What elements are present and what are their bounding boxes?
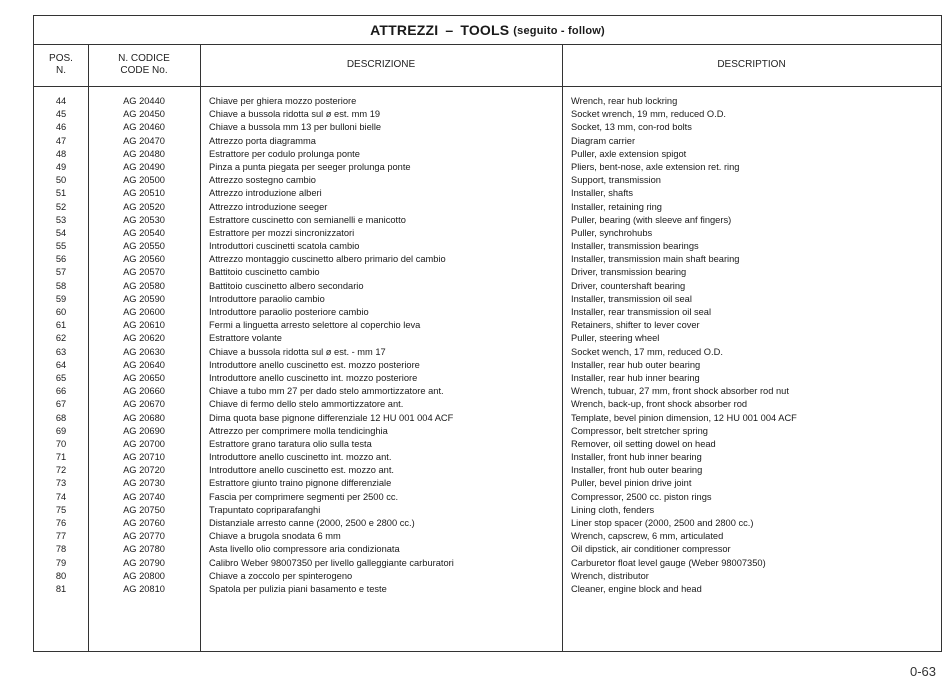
page-number: 0-63	[909, 664, 936, 679]
table-row	[34, 293, 941, 306]
cell-description: Carburetor float level gauge (Weber 98007350)	[571, 557, 766, 568]
cell-pos: 45	[55, 109, 67, 120]
table-row	[34, 240, 941, 253]
table-row	[34, 412, 941, 425]
cell-description: Driver, countershaft bearing	[571, 280, 686, 291]
table-row	[34, 187, 941, 200]
cell-pos: 57	[55, 267, 67, 278]
cell-description: Installer, rear transmission oil seal	[571, 307, 712, 317]
header-pos	[34, 44, 88, 86]
cell-description: Remover, oil setting dowel on head	[571, 438, 716, 449]
cell-code: AG 20810	[123, 583, 165, 594]
cell-description: Wrench, rear hub lockring	[571, 96, 678, 106]
table-row	[34, 543, 941, 556]
cell-descrizione: Introduttore paraolio posteriore cambio	[209, 307, 369, 317]
cell-code: AG 20780	[123, 544, 165, 555]
cell-description: Installer, retaining ring	[571, 201, 662, 212]
cell-pos: 62	[55, 333, 67, 344]
cell-code: AG 20460	[123, 122, 165, 133]
cell-descrizione: Estrattore volante	[209, 333, 282, 344]
cell-descrizione: Chiave a bussola ridotta sul ø est. mm 19	[209, 109, 381, 120]
table-row	[34, 135, 941, 148]
cell-description: Cleaner, engine block and head	[571, 583, 702, 594]
cell-description: Socket wrench, 19 mm, reduced O.D.	[571, 109, 727, 120]
cell-descrizione: Estrattore per mozzi sincronizzatori	[209, 227, 355, 238]
cell-descrizione: Introduttore anello cuscinetto int. mozzo posteriore	[209, 372, 418, 383]
cell-pos: 61	[55, 320, 67, 331]
table-row	[34, 451, 941, 464]
cell-code: AG 20650	[123, 372, 165, 383]
cell-pos: 50	[55, 175, 67, 186]
cell-code: AG 20580	[123, 280, 165, 291]
table-row	[34, 108, 941, 121]
header-description	[562, 44, 941, 86]
cell-code: AG 20590	[123, 293, 165, 304]
table-row	[34, 372, 941, 385]
cell-descrizione: Battitoio cuscinetto cambio	[209, 267, 320, 278]
cell-pos: 53	[55, 214, 67, 225]
cell-pos: 55	[55, 241, 67, 252]
cell-code: AG 20510	[123, 188, 165, 199]
table-row	[34, 214, 941, 227]
cell-pos: 56	[55, 254, 67, 265]
cell-pos: 70	[55, 438, 67, 449]
cell-code: AG 20470	[123, 135, 165, 146]
cell-pos: 71	[55, 452, 67, 463]
table-row	[34, 517, 941, 530]
cell-code: AG 20660	[123, 386, 165, 397]
cell-description: Liner stop spacer (2000, 2500 and 2800 cc.)	[571, 518, 754, 528]
cell-description: Pliers, bent-nose, axle extension ret. ring	[571, 161, 740, 172]
cell-code: AG 20560	[123, 254, 165, 265]
cell-pos: 49	[55, 161, 67, 172]
cell-code: AG 20710	[123, 452, 165, 463]
cell-descrizione: Attrezzo per comprimere molla tendicinghia	[209, 425, 388, 436]
cell-description: Puller, bevel pinion drive joint	[571, 478, 692, 489]
cell-description: Driver, transmission bearing	[571, 267, 687, 278]
cell-code: AG 20760	[123, 518, 165, 528]
cell-pos: 44	[55, 96, 67, 106]
cell-pos: 64	[55, 359, 67, 370]
table-row	[34, 121, 941, 134]
cell-descrizione: Attrezzo introduzione seeger	[209, 201, 328, 212]
cell-code: AG 20550	[123, 241, 165, 252]
header-description-label: DESCRIPTION	[717, 59, 786, 70]
cell-descrizione: Introduttore paraolio cambio	[209, 293, 325, 304]
cell-descrizione: Introduttori cuscinetti scatola cambio	[209, 241, 360, 252]
cell-code: AG 20600	[123, 307, 165, 317]
title-subtitle: (seguito - follow)	[513, 25, 605, 37]
table-row	[34, 161, 941, 174]
cell-code: AG 20640	[123, 359, 165, 370]
cell-code: AG 20450	[123, 109, 165, 120]
table-row	[34, 425, 941, 438]
cell-descrizione: Chiave a tubo mm 27 per dado stelo ammortizzatore ant.	[209, 386, 444, 397]
cell-code: AG 20520	[123, 201, 165, 212]
cell-descrizione: Estrattore grano taratura olio sulla testa	[209, 438, 372, 449]
cell-description: Installer, front hub outer bearing	[571, 465, 703, 476]
cell-descrizione: Calibro Weber 98007350 per livello galleggiante carburatori	[209, 557, 454, 568]
cell-description: Installer, transmission main shaft bearing	[571, 254, 740, 265]
cell-pos: 81	[55, 583, 67, 594]
cell-description: Puller, bearing (with sleeve anf fingers)	[571, 214, 732, 225]
cell-code: AG 20680	[123, 412, 165, 423]
table-row	[34, 95, 941, 108]
cell-descrizione: Introduttore anello cuscinetto int. mozzo ant.	[209, 452, 392, 463]
cell-descrizione: Fascia per comprimere segmenti per 2500 cc.	[209, 491, 399, 502]
cell-pos: 48	[55, 148, 67, 159]
header-code-line1: N. CODICE	[118, 53, 170, 64]
cell-pos: 73	[55, 478, 67, 489]
cell-code: AG 20720	[123, 465, 165, 476]
column-header-row	[34, 44, 941, 87]
cell-description: Socket wench, 17 mm, reduced O.D.	[571, 346, 723, 357]
cell-pos: 78	[55, 544, 67, 555]
cell-descrizione: Chiave a bussola mm 13 per bulloni bielle	[209, 122, 382, 133]
table-row	[34, 385, 941, 398]
table-row	[34, 174, 941, 187]
cell-description: Puller, steering wheel	[571, 333, 660, 344]
table-row	[34, 491, 941, 504]
table-row	[34, 266, 941, 279]
cell-descrizione: Attrezzo montaggio cuscinetto albero primario del cambio	[209, 254, 446, 265]
table-row	[34, 280, 941, 293]
cell-description: Installer, transmission bearings	[571, 241, 699, 252]
cell-descrizione: Estrattore per codulo prolunga ponte	[209, 148, 360, 159]
cell-pos: 59	[55, 293, 67, 304]
title-main-en: TOOLS	[460, 22, 510, 38]
cell-code: AG 20530	[123, 214, 165, 225]
cell-pos: 79	[55, 557, 67, 568]
cell-code: AG 20540	[123, 227, 165, 238]
cell-pos: 65	[55, 372, 67, 383]
cell-pos: 75	[55, 504, 67, 515]
table-row	[34, 504, 941, 517]
cell-pos: 72	[55, 465, 67, 476]
table-row	[34, 438, 941, 451]
cell-descrizione: Asta livello olio compressore aria condizionata	[209, 544, 400, 555]
table-row	[34, 557, 941, 570]
table-row	[34, 346, 941, 359]
cell-code: AG 20690	[123, 425, 165, 436]
cell-pos: 69	[55, 425, 67, 436]
table-row	[34, 398, 941, 411]
table-row	[34, 148, 941, 161]
cell-descrizione: Estrattore cuscinetto con semianelli e manicotto	[209, 214, 406, 225]
header-descrizione-label: DESCRIZIONE	[346, 59, 416, 70]
cell-code: AG 20570	[123, 267, 165, 278]
title-main: ATTREZZI	[370, 22, 439, 38]
cell-pos: 46	[55, 122, 67, 133]
cell-code: AG 20730	[123, 478, 165, 489]
cell-code: AG 20790	[123, 557, 165, 568]
cell-pos: 63	[55, 346, 67, 357]
table-body	[34, 95, 941, 596]
cell-code: AG 20800	[123, 570, 165, 581]
tools-table	[33, 15, 942, 652]
cell-descrizione: Chiave per ghiera mozzo posteriore	[209, 96, 357, 106]
cell-description: Wrench, back-up, front shock absorber rod	[571, 399, 748, 410]
cell-descrizione: Introduttore anello cuscinetto est. mozzo ant.	[209, 465, 395, 476]
cell-descrizione: Pinza a punta piegata per seeger prolunga ponte	[209, 161, 411, 172]
title-dash: –	[445, 22, 454, 38]
cell-pos: 51	[55, 188, 67, 199]
table-row	[34, 530, 941, 543]
cell-description: Installer, rear hub inner bearing	[571, 372, 700, 383]
table-row	[34, 359, 941, 372]
cell-descrizione: Attrezzo sostegno cambio	[209, 175, 316, 186]
cell-description: Retainers, shifter to lever cover	[571, 320, 700, 331]
cell-code: AG 20480	[123, 148, 165, 159]
cell-code: AG 20500	[123, 175, 165, 186]
cell-pos: 54	[55, 227, 67, 238]
cell-description: Support, transmission	[571, 175, 661, 186]
cell-pos: 60	[55, 307, 67, 317]
cell-pos: 47	[55, 135, 67, 146]
cell-descrizione: Estrattore giunto traino pignone differenziale	[209, 478, 392, 489]
cell-description: Installer, rear hub outer bearing	[571, 359, 701, 370]
cell-code: AG 20620	[123, 333, 165, 344]
table-row	[34, 306, 941, 319]
cell-code: AG 20740	[123, 491, 165, 502]
cell-description: Socket, 13 mm, con-rod bolts	[571, 122, 692, 133]
cell-code: AG 20700	[123, 438, 165, 449]
table-row	[34, 319, 941, 332]
cell-code: AG 20670	[123, 399, 165, 410]
table-row	[34, 570, 941, 583]
table-row	[34, 253, 941, 266]
cell-descrizione: Attrezzo porta diagramma	[209, 135, 316, 146]
cell-descrizione: Chiave a brugola snodata 6 mm	[209, 531, 341, 542]
cell-code: AG 20770	[123, 531, 165, 542]
cell-pos: 68	[55, 412, 67, 423]
cell-descrizione: Battitoio cuscinetto albero secondario	[209, 280, 364, 291]
cell-descrizione: Distanziale arresto canne (2000, 2500 e 2800 cc.)	[209, 518, 415, 528]
cell-descrizione: Attrezzo introduzione alberi	[209, 188, 322, 199]
cell-pos: 74	[55, 491, 67, 502]
cell-pos: 76	[55, 518, 67, 528]
cell-description: Installer, front hub inner bearing	[571, 452, 702, 463]
cell-description: Wrench, capscrew, 6 mm, articulated	[571, 531, 724, 542]
cell-descrizione: Chiave di fermo dello stelo ammortizzatore ant.	[209, 399, 404, 410]
cell-description: Installer, shafts	[571, 188, 634, 199]
cell-code: AG 20440	[123, 96, 165, 106]
cell-descrizione: Chiave a zoccolo per spinterogeno	[209, 570, 353, 581]
cell-descrizione: Spatola per pulizia piani basamento e teste	[209, 583, 387, 594]
cell-description: Installer, transmission oil seal	[571, 293, 692, 304]
cell-description: Lining cloth, fenders	[571, 504, 655, 515]
table-row	[34, 477, 941, 490]
cell-pos: 58	[55, 280, 67, 291]
table-row	[34, 227, 941, 240]
cell-pos: 52	[55, 201, 67, 212]
header-code	[88, 44, 200, 86]
cell-pos: 67	[55, 399, 67, 410]
cell-descrizione: Trapuntato copriparafanghi	[209, 504, 321, 515]
table-row	[34, 201, 941, 214]
cell-description: Diagram carrier	[571, 135, 636, 146]
cell-description: Template, bevel pinion dimension, 12 HU 001 004 ACF	[571, 412, 797, 423]
cell-pos: 77	[55, 531, 67, 542]
cell-description: Puller, axle extension spigot	[571, 148, 687, 159]
header-code-line2: CODE No.	[120, 65, 168, 76]
cell-pos: 80	[55, 570, 67, 581]
cell-pos: 66	[55, 386, 67, 397]
cell-descrizione: Dima quota base pignone differenziale 12 HU 001 004 ACF	[209, 412, 454, 423]
cell-description: Wrench, tubuar, 27 mm, front shock absorber rod nut	[571, 386, 789, 397]
cell-code: AG 20750	[123, 504, 165, 515]
cell-description: Oil dipstick, air conditioner compressor	[571, 544, 731, 555]
header-pos-line1: POS.	[49, 53, 73, 64]
header-pos-line2: N.	[56, 65, 66, 76]
header-descrizione	[200, 44, 562, 86]
cell-descrizione: Introduttore anello cuscinetto est. mozzo posteriore	[209, 359, 420, 370]
cell-description: Puller, synchrohubs	[571, 227, 653, 238]
cell-descrizione: Fermi a linguetta arresto selettore al coperchio leva	[209, 320, 421, 331]
cell-descrizione: Chiave a bussola ridotta sul ø est. - mm 17	[209, 346, 386, 357]
cell-description: Compressor, belt stretcher spring	[571, 425, 708, 436]
table-row	[34, 332, 941, 345]
cell-code: AG 20610	[123, 320, 165, 331]
table-title	[34, 16, 941, 45]
cell-code: AG 20630	[123, 346, 165, 357]
cell-description: Wrench, distributor	[571, 570, 649, 581]
table-row	[34, 464, 941, 477]
cell-code: AG 20490	[123, 161, 165, 172]
table-row	[34, 583, 941, 596]
cell-description: Compressor, 2500 cc. piston rings	[571, 491, 712, 502]
